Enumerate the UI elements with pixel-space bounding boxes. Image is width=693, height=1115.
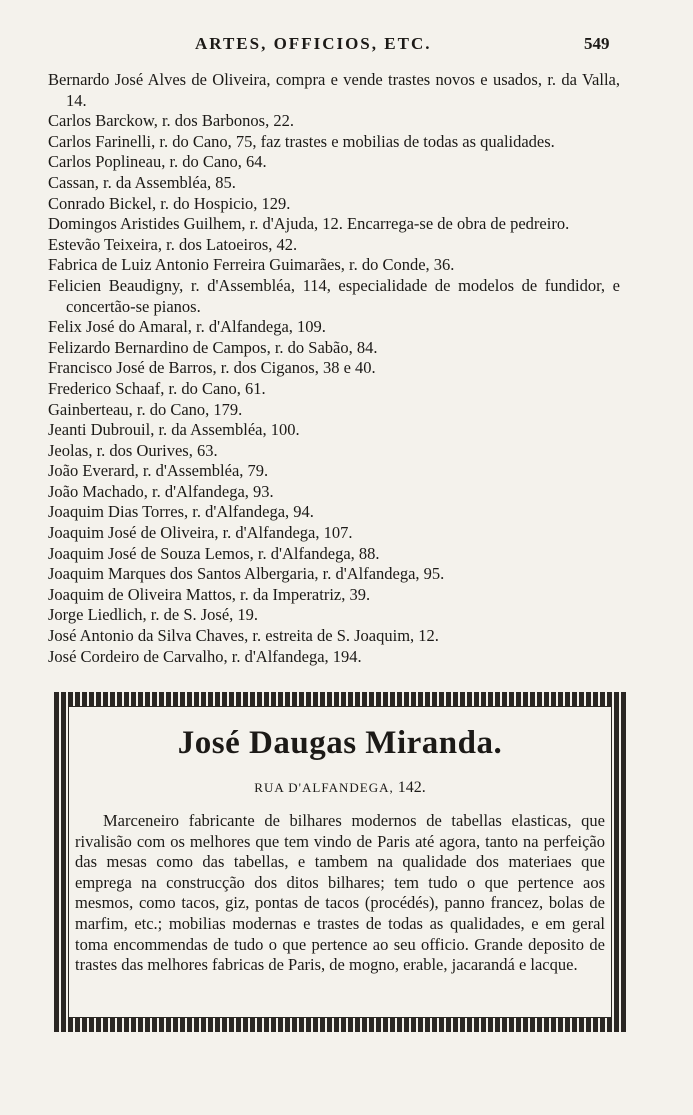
directory-entry: José Cordeiro de Carvalho, r. d'Alfandega, 194. [48,646,362,666]
directory-entry: Frederico Schaaf, r. do Cano, 61. [48,378,266,398]
directory-entry: Joaquim de Oliveira Mattos, r. da Imperatriz, 39. [48,584,371,604]
directory-entry: Felizardo Bernardino de Campos, r. do Sabão, 84. [48,337,378,357]
directory-entry: Jeanti Dubrouil, r. da Assembléa, 100. [48,420,300,440]
advertiser-name: José Daugas Miranda. [177,725,503,761]
directory-entry: Cassan, r. da Assembléa, 85. [48,172,236,192]
directory-entry: Estevão Teixeira, r. dos Latoeiros, 42. [48,234,298,254]
directory-entry: Bernardo José Alves de Oliveira, compra e vende trastes novos e usados, r. da Valla, 14. [48,70,620,110]
directory-entry: Joaquim Dias Torres, r. d'Alfandega, 94. [48,502,314,522]
directory-entry: Felix José do Amaral, r. d'Alfandega, 109. [48,317,326,337]
directory-entry: Jeolas, r. dos Ourives, 63. [48,440,218,460]
directory-entry: Fabrica de Luiz Antonio Ferreira Guimarães, r. do Conde, 36. [48,255,455,275]
directory-entry: Jorge Liedlich, r. de S. José, 19. [48,605,259,625]
directory-entry: Gainberteau, r. do Cano, 179. [48,399,243,419]
directory-entry: José Antonio da Silva Chaves, r. estreita de S. Joaquim, 12. [48,626,439,646]
running-header [0,34,693,60]
advertisement-body: Marceneiro fabricante de bilhares modernos de tabellas elasticas, que rivalisão com os melhores que tem vindo de Paris até agora, tanto na perfeição das mesas como das tabellas, e tambem na qualidade dos materiaes que emprega na construcção dos ditos bilhares; tem tudo o que pertence aos mesmos, como tacos, giz, pontas de tacos (procédés), panno francez, bolas de marfim, etc.; mobilias modernas e trastes de todas as qualidades, e em geral toma encommendas de tudo o que pertence ao seu officio. Grande deposito de trastes das melhores fabricas de Paris, de mogno, erable, jacarandá e lacque. [75,811,605,975]
directory-entry: Carlos Barckow, r. dos Barbonos, 22. [48,111,294,131]
directory-entry: Joaquim José de Souza Lemos, r. d'Alfandega, 88. [48,543,380,563]
section-title: ARTES, OFFICIOS, ETC. [195,34,432,53]
directory-entry: João Everard, r. d'Assembléa, 79. [48,461,269,481]
advertiser-street: RUA D'ALFANDEGA, [254,780,394,795]
directory-list [48,70,620,667]
directory-entry: Carlos Poplineau, r. do Cano, 64. [48,152,267,172]
directory-entry: Francisco José de Barros, r. dos Ciganos, 38 e 40. [48,358,376,378]
directory-entry: João Machado, r. d'Alfandega, 93. [48,481,274,501]
directory-entry: Joaquim Marques dos Santos Albergaria, r. d'Alfandega, 95. [48,564,445,584]
advertisement-frame [68,706,612,1018]
directory-entry: Conrado Bickel, r. do Hospicio, 129. [48,193,291,213]
directory-entry: Joaquim José de Oliveira, r. d'Alfandega, 107. [48,523,353,543]
page-number: 549 [584,34,610,53]
directory-entry: Felicien Beaudigny, r. d'Assembléa, 114, especialidade de modelos de fundidor, e concertão-se pianos. [48,275,620,316]
directory-entry: Carlos Farinelli, r. do Cano, 75, faz trastes e mobilias de todas as qualidades. [48,131,555,151]
directory-entry: Domingos Aristides Guilhem, r. d'Ajuda, 12. Encarrega-se de obra de pedreiro. [48,214,570,234]
advertiser-address [69,779,611,797]
advertisement-box [54,692,626,1032]
advertiser-number: 142. [397,779,426,796]
